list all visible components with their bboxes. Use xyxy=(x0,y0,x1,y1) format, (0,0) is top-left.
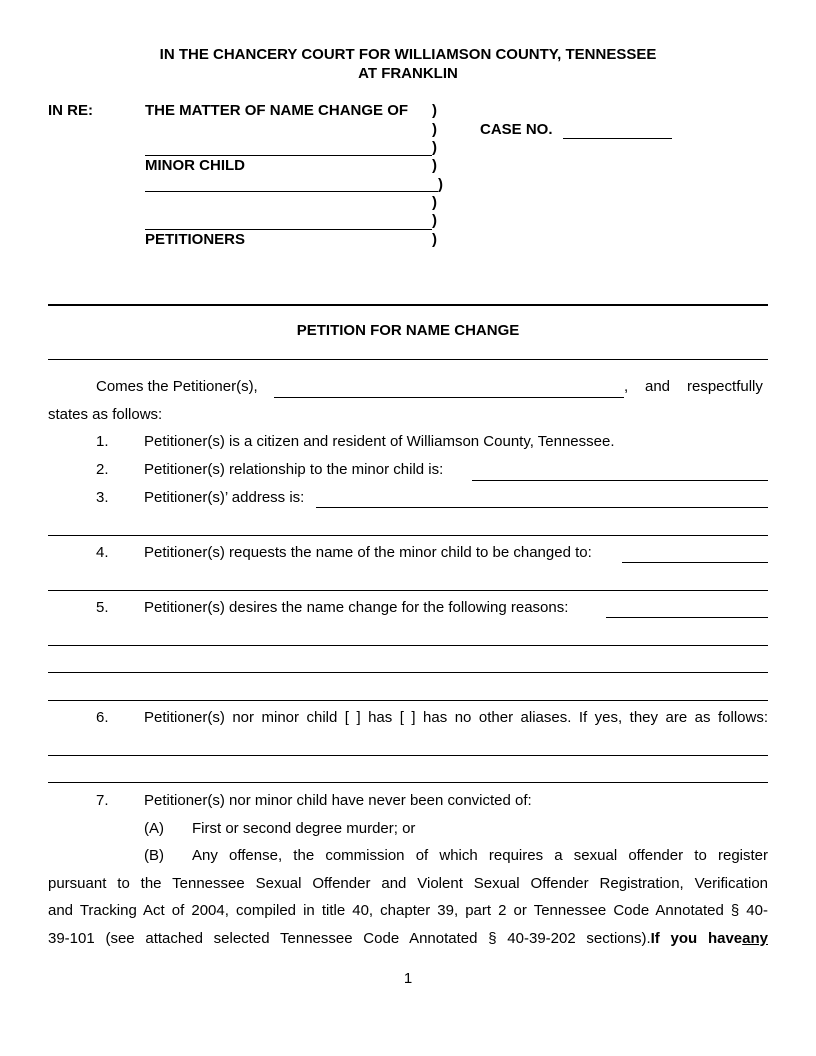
caption-paren: ) xyxy=(432,194,437,211)
item-6-text: Petitioner(s) nor minor child [ ] has [ ] has no other aliases. If yes, they are as follows: xyxy=(144,709,768,726)
sub-item-b-line-last xyxy=(48,930,768,947)
sub-item-a-text: First or second degree murder; or xyxy=(192,820,416,837)
petitioner-name-blank[interactable] xyxy=(145,191,438,192)
sub-item-label: (A) xyxy=(144,820,164,837)
item-4-text: Petitioner(s) requests the name of the minor child to be changed to: xyxy=(144,544,592,561)
minor-child-label: MINOR CHILD xyxy=(145,157,245,174)
sub-item-b-text: 39-101 (see attached selected Tennessee Code Annotated § 40-39-202 sections). xyxy=(48,930,651,947)
petition-title: PETITION FOR NAME CHANGE xyxy=(296,322,520,339)
court-heading: IN THE CHANCERY COURT FOR WILLIAMSON COUNTY, TENNESSEE xyxy=(159,46,657,63)
reasons-blank-4[interactable] xyxy=(48,700,768,701)
item-number: 7. xyxy=(96,792,109,809)
reasons-blank[interactable] xyxy=(606,617,768,618)
sub-item-b-line: pursuant to the Tennessee Sexual Offender and Violent Sexual Offender Registration, Verification xyxy=(48,875,768,892)
child-name-blank[interactable] xyxy=(145,155,432,156)
aliases-blank-2[interactable] xyxy=(48,782,768,783)
warning-bold-text: If you have xyxy=(650,930,743,947)
case-number-label: CASE NO. xyxy=(480,121,553,138)
caption-paren: ) xyxy=(432,102,437,119)
item-number: 2. xyxy=(96,461,109,478)
new-name-blank-2[interactable] xyxy=(48,590,768,591)
sub-item-b-line: Any offense, the commission of which requires a sexual offender to register xyxy=(192,847,768,864)
aliases-blank[interactable] xyxy=(48,755,768,756)
reasons-blank-2[interactable] xyxy=(48,645,768,646)
caption-paren: ) xyxy=(432,157,437,174)
reasons-blank-3[interactable] xyxy=(48,672,768,673)
matter-label: THE MATTER OF NAME CHANGE OF xyxy=(145,102,409,119)
intro-comma: , xyxy=(624,378,629,395)
intro-states: states as follows: xyxy=(48,406,163,423)
item-number: 6. xyxy=(96,709,109,726)
item-1-text: Petitioner(s) is a citizen and resident of Williamson County, Tennessee. xyxy=(144,433,615,450)
address-blank[interactable] xyxy=(316,507,768,508)
item-5-text: Petitioner(s) desires the name change for the following reasons: xyxy=(144,599,569,616)
item-7-text: Petitioner(s) nor minor child have never been convicted of: xyxy=(144,792,532,809)
address-blank-2[interactable] xyxy=(48,535,768,536)
caption-paren: ) xyxy=(432,139,437,156)
sub-item-label: (B) xyxy=(144,847,164,864)
caption-paren: ) xyxy=(432,121,437,138)
caption-paren: ) xyxy=(438,176,443,193)
item-number: 4. xyxy=(96,544,109,561)
sub-item-b-line: and Tracking Act of 2004, compiled in title 40, chapter 39, part 2 or Tennessee Code Annotated § 40- xyxy=(48,902,768,919)
intro-respectfully: respectfully xyxy=(687,378,763,395)
title-rule-top xyxy=(48,304,768,306)
caption-paren: ) xyxy=(432,231,437,248)
caption-paren: ) xyxy=(432,212,437,229)
page-number: 1 xyxy=(403,970,413,987)
petitioner-intro-blank[interactable] xyxy=(274,397,624,398)
new-name-blank[interactable] xyxy=(622,562,768,563)
intro-and: and xyxy=(645,378,671,395)
in-re-label: IN RE: xyxy=(48,102,93,119)
title-rule-bottom xyxy=(48,359,768,360)
item-number: 5. xyxy=(96,599,109,616)
item-2-text: Petitioner(s) relationship to the minor child is: xyxy=(144,461,444,478)
petitioners-label: PETITIONERS xyxy=(145,231,246,248)
item-number: 3. xyxy=(96,489,109,506)
petitioner-name-blank-2[interactable] xyxy=(145,229,432,230)
intro-comes: Comes the Petitioner(s), xyxy=(96,378,258,395)
case-number-blank[interactable] xyxy=(563,138,672,139)
item-number: 1. xyxy=(96,433,109,450)
court-location: AT FRANKLIN xyxy=(358,65,458,82)
warning-underlined-text: any xyxy=(742,930,769,947)
item-3-text: Petitioner(s)’ address is: xyxy=(144,489,305,506)
relationship-blank[interactable] xyxy=(472,480,768,481)
